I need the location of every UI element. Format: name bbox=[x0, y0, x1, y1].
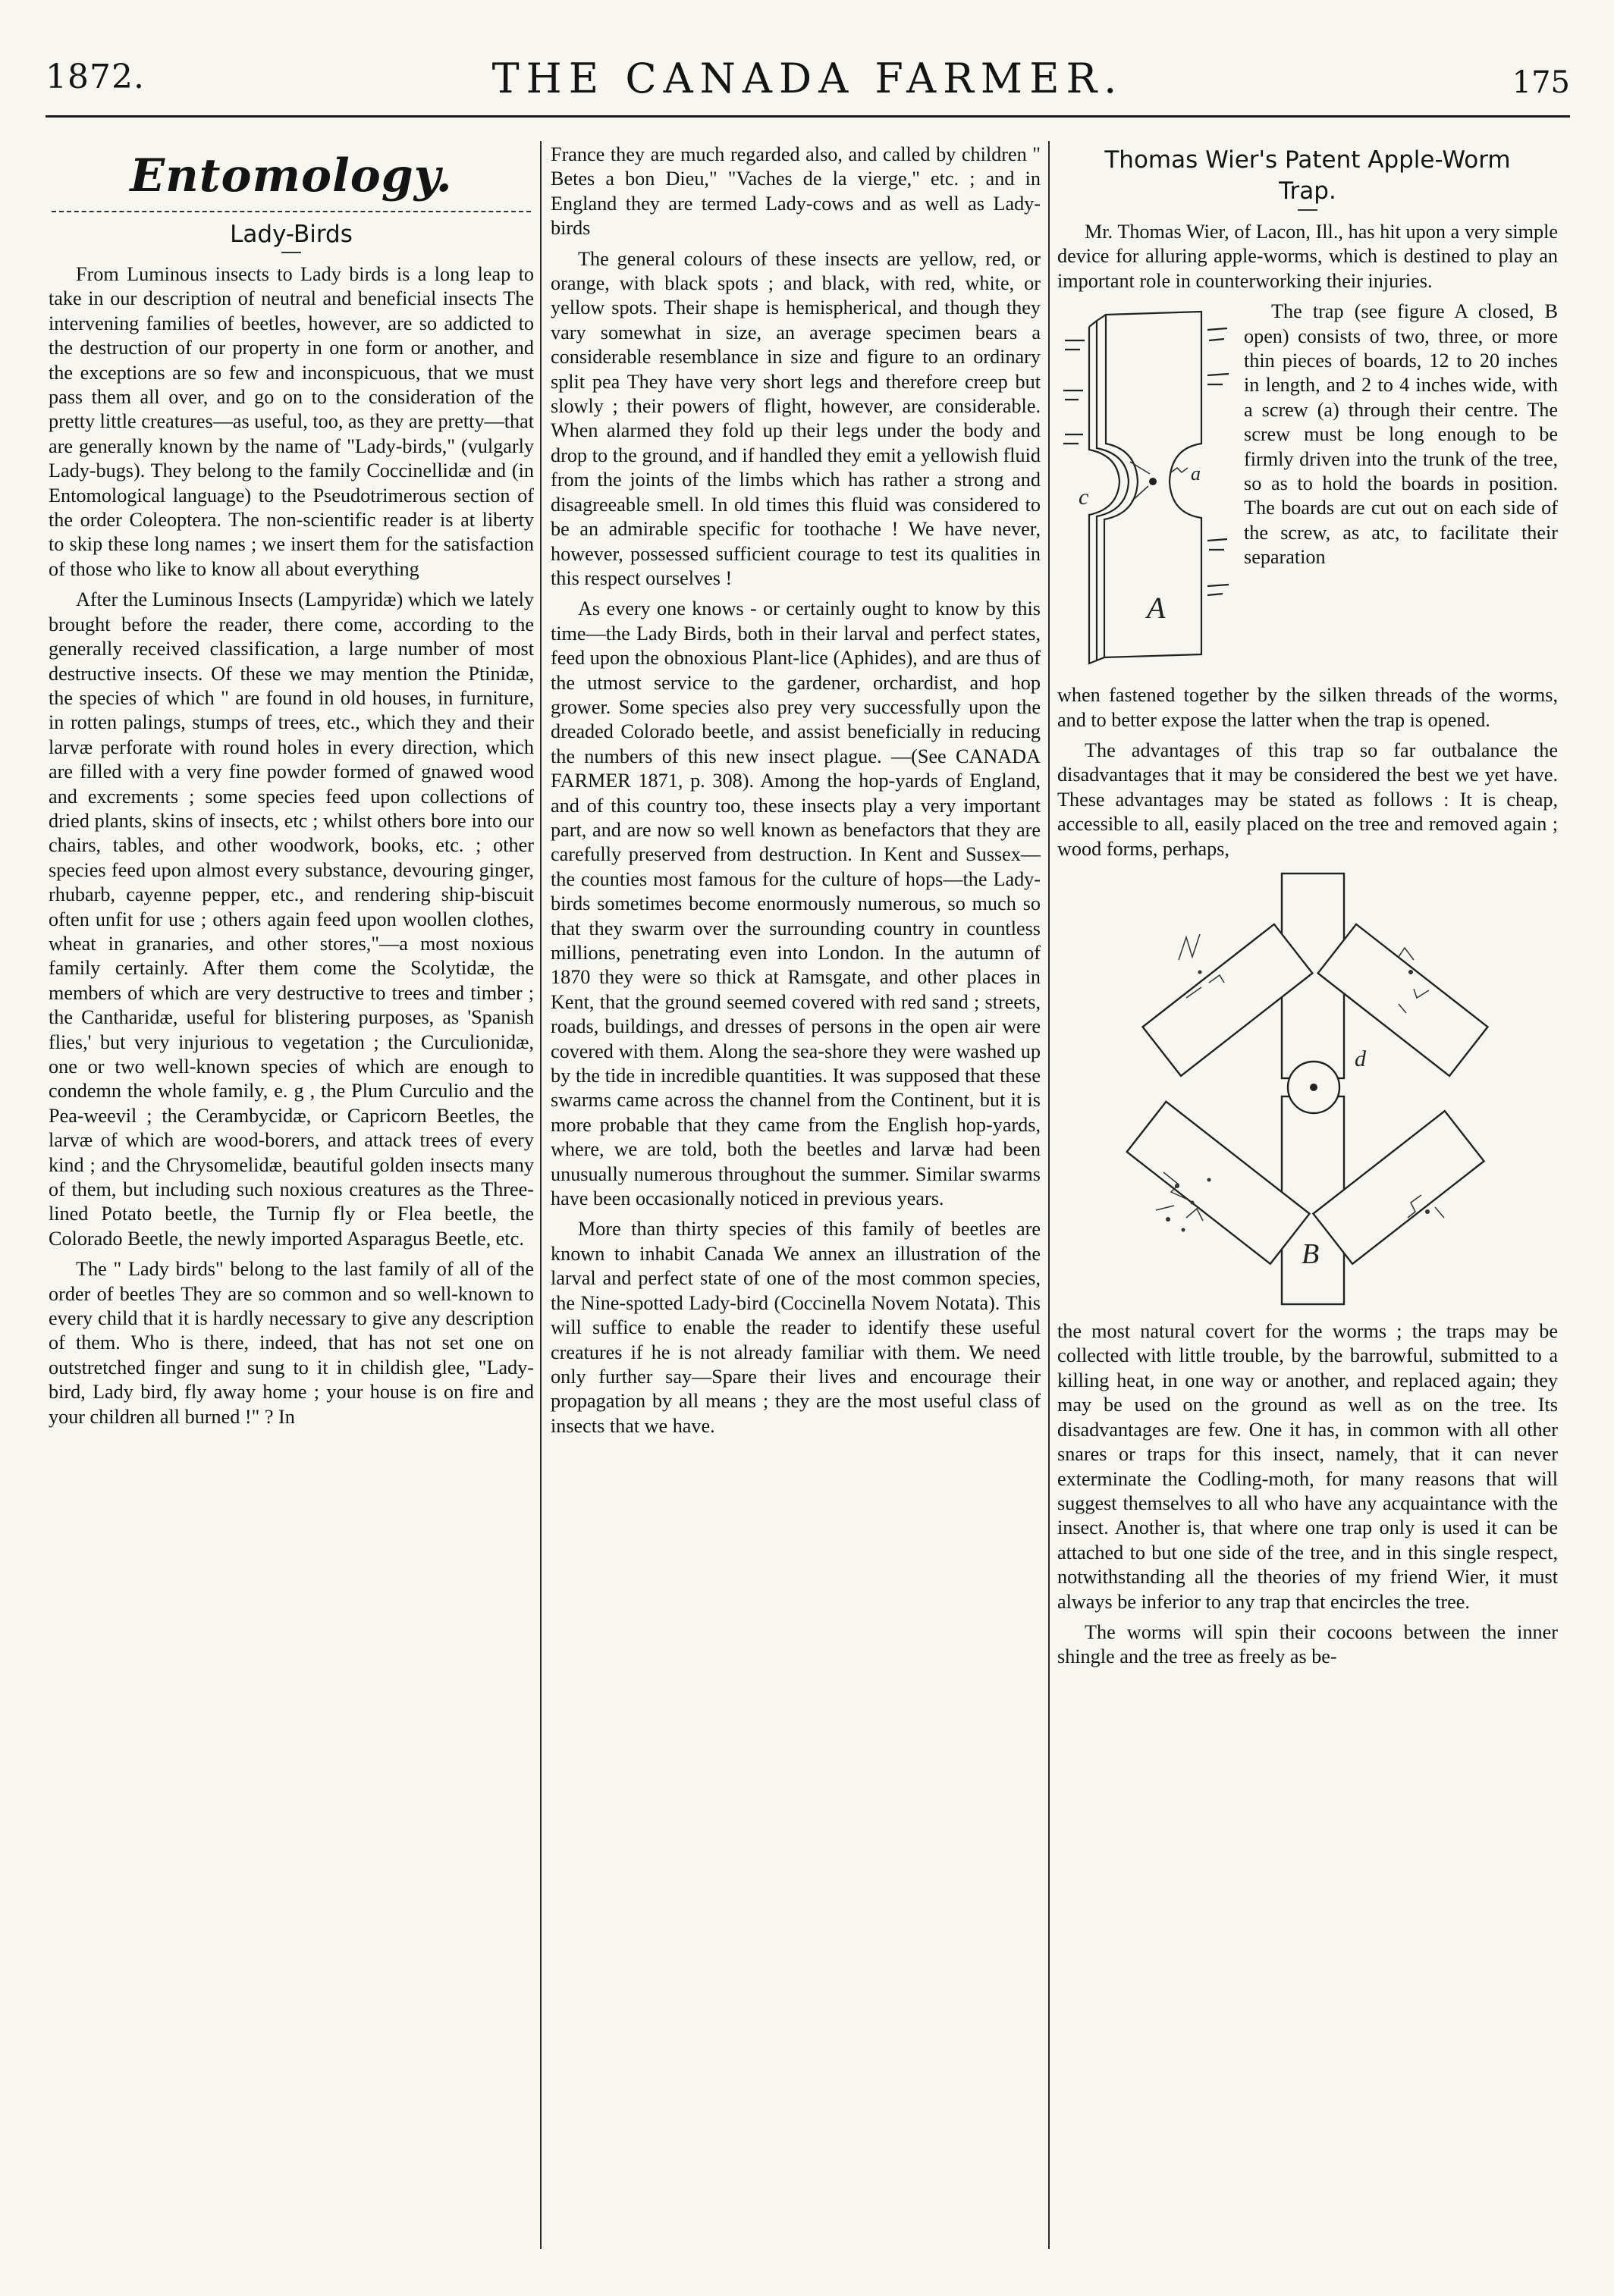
article-paragraph: The worms will spin their cocoons between the inner shingle and the tree as freely as be- bbox=[1057, 1620, 1558, 1668]
article-paragraph: From Luminous insects to Lady birds is a long leap to take in our description of neutral and beneficial insects The intervening families of beetles, however, are so addicted to the destruction of our property in one form or another, and the exceptions are so few and inconspicuous, that we must pass them all over, and go on to the consideration of the pretty little creatures—as useful, too, as they are pretty—that are generally known by the name of "Lady-birds," (vulgarly Lady-bugs). They belong to the family Coccinellidæ and (in Entomological language) to the Pseudotrimerous section of the order Coleoptera. The non-scientific reader is at liberty to skip these long names ; we insert them for the satisfaction of those who like to know all about everything bbox=[49, 263, 534, 580]
figure-a-label: A bbox=[1147, 591, 1166, 626]
column-3 bbox=[1057, 143, 1558, 2258]
column-2 bbox=[551, 143, 1041, 2258]
article-paragraph: when fastened together by the silken threads of the worms, and to better expose the latter when the trap is opened. bbox=[1057, 684, 1558, 731]
section-heading: Entomology. bbox=[130, 149, 453, 202]
issue-year: 1872. bbox=[46, 58, 145, 96]
newspaper-title: THE CANADA FARMER. bbox=[491, 55, 1124, 102]
page-number: 175 bbox=[1512, 65, 1570, 100]
figure-b-open-trap bbox=[1095, 869, 1520, 1309]
figure-screw-label: a bbox=[1191, 463, 1201, 485]
figure-c-label: c bbox=[1079, 485, 1089, 510]
section-divider bbox=[52, 211, 531, 212]
title-dash bbox=[1298, 209, 1317, 211]
article-paragraph: The advantages of this trap so far outbalance the disadvantages that it may be considered the best we yet have. These advantages may be stated as follows : It is cheap, accessible to all, easily placed on the tree and removed again ; wood forms, perhaps, bbox=[1057, 739, 1558, 860]
article-paragraph: More than thirty species of this family of beetles are known to inhabit Canada We annex an illustration of the larval and perfect state of one of the most common species, the Nine-spotted Lady-bird (Coccinella Novem Notata). This will suffice to enable the reader to identify these useful creatures if he is not already familiar with them. We need only further say—Spare their lives and encourage their propagation by all means ; they are the most useful class of insects that we have. bbox=[551, 1218, 1041, 1437]
article-paragraph: The trap (see figure A closed, B open) consists of two, three, or more thin pieces of boards, 12 to 20 inches in length, and 2 to 4 inches wide, with a screw (a) through their centre. The screw must be long enough to be firmly driven into the trunk of the tree, so as to hold the boards in position. The boards are cut out on each side of the screw, as atc, to facilitate their separation bbox=[1244, 300, 1558, 569]
article-paragraph: France they are much regarded also, and called by children " Betes a bon Dieu," "Vaches de la vierge," etc. ; and in England they are termed Lady-cows and as well as Lady-birds bbox=[551, 143, 1041, 240]
article-title-apple-worm-trap: Thomas Wier's Patent Apple-Worm bbox=[1104, 146, 1511, 174]
article-paragraph: Mr. Thomas Wier, of Lacon, Ill., has hit upon a very simple device for alluring apple-worms, which is destined to play an important role in counterworking their injuries. bbox=[1057, 221, 1558, 292]
column-1 bbox=[49, 143, 534, 2258]
figure-a-closed-trap bbox=[1057, 300, 1239, 679]
column-divider bbox=[540, 141, 542, 2249]
masthead bbox=[46, 52, 1570, 118]
article-paragraph: the most natural covert for the worms ; the traps may be collected with little trouble, by the barrowful, submitted to a killing heat, in one way or another, and replaced again; they may be used on the ground as well as on the tree. Its disadvantages are few. One it has, in common with all other snares or traps for this insect, namely, that it can never exterminate the Codling-moth, for many reasons that will suggest themselves to all who have any acquaintance with the insect. Another is, that where one trap only is used it can be attached to but one side of the tree, and in this single respect, notwithstanding all the theories of my friend Wier, it must always be inferior to any trap that encircles the tree. bbox=[1057, 1320, 1558, 1613]
figure-a-block bbox=[1057, 300, 1558, 679]
article-paragraph: As every one knows - or certainly ought to know by this time—the Lady Birds, both in their larval and perfect states, feed upon the obnoxious Plant-lice (Aphides), and are thus of the utmost service to the gardener, orchardist, and hop grower. Some species also prey very successfully upon the dreaded Colorado beetle, and assist beneficially in reducing the numbers of this new insect plague. —(See CANADA FARMER 1871, p. 308). Among the hop-yards of England, and of this country too, these insects play a very important part, and are now so well known as benefactors that they are carefully preserved from destruction. In Kent and Sussex—the counties most famous for the culture of hops—the Lady-birds sometimes become enormously numerous, so much so that they swarm over the surrounding country in countless millions, penetrating even into London. In the autumn of 1870 they were so thick at Ramsgate, and other places in Kent, that the ground seemed covered with red sand ; streets, roads, buildings, and dresses of persons in the open air were covered with them. Along the sea-shore they were washed up by the tide in incredible quantities. It was supposed that these swarms came across the channel from the Continent, but it is more probable that they came from the English hop-yards, where, we are told, both the beetles and larvæ had been unusually numerous throughout the summer. Similar swarms have been occasionally noticed in previous years. bbox=[551, 598, 1041, 1210]
figure-a-description bbox=[1239, 300, 1558, 569]
article-paragraph: The " Lady birds" belong to the last family of all of the order of beetles They are so common and so well-known to every child that it is hardly necessary to give any description of them. Who is there, indeed, that has not set one on outstretched finger and sung to it in childish glee, "Lady-bird, Lady bird, fly away home ; your house is on fire and your children all burned !" ? In bbox=[49, 1258, 534, 1428]
article-title-apple-worm-trap-line2: Trap. bbox=[1279, 177, 1336, 205]
article-paragraph: After the Luminous Insects (Lampyridæ) which we lately brought before the reader, there come, according to the generally received classification, a large number of most destructive insects. Of these we may mention the Ptinidæ, the species of which " are found in old houses, in furniture, in rotten palings, stumps of trees, etc., which they and their larvæ perforate with round holes in every direction, which are filled with a very fine powder formed of gnawed wood and excrements ; some species feed upon collections of dried plants, skins of insects, etc ; whilst others bore into our chairs, tables, and other woodwork, books, etc. ; other species feed upon almost every substance, devouring ginger, rhubarb, cayenne pepper, etc., and rendering ship-biscuit often unfit for use ; others again feed upon woollen clothes, wheat in granaries, and other stores,"—a most noxious family certainly. After them come the Scolytidæ, the members of which are very destructive to trees and timber ; the Cantharidæ, useful for blistering purposes, as 'Spanish flies,' but very injurious to vegetation ; the Curculionidæ, one or two well-known species of which are enough to condemn the whole family, e. g , the Plum Curculio and the Pea-weevil ; the Cerambycidæ, or Capricorn Beetles, the larvæ of which are wood-borers, and attack trees of every kind ; and the Chrysomelidæ, beautiful golden insects many of them, but including such noxious creatures as the Three-lined Potato beetle, the Turnip fly or Flea beetle, the Colorado Beetle, the newly imported Asparagus Beetle, etc. bbox=[49, 588, 534, 1250]
figure-b-label: B bbox=[1302, 1238, 1320, 1271]
title-dash bbox=[281, 252, 301, 253]
article-paragraph: The general colours of these insects are yellow, red, or orange, with black spots ; and black, with red, white, or yellow spots. Their shape is hemispherical, and though they vary somewhat in size, an average specimen bears a considerable resemblance in size and figure to an ordinary split pea They have very short legs and therefore creep but slowly ; their powers of flight, however, are considerable. When alarmed they fold up their legs under the body and drop to the ground, and if handled they emit a yellowish fluid from the joints of the limbs which has rather a strong and disagreeable smell. In old times this fluid was considered to be an admirable specific for toothache ! We have never, however, possessed sufficient courage to test its qualities in this respect ourselves ! bbox=[551, 247, 1041, 589]
column-divider bbox=[1048, 141, 1050, 2249]
article-title-lady-birds: Lady-Birds bbox=[230, 221, 353, 248]
figure-d-label: d bbox=[1355, 1046, 1366, 1072]
